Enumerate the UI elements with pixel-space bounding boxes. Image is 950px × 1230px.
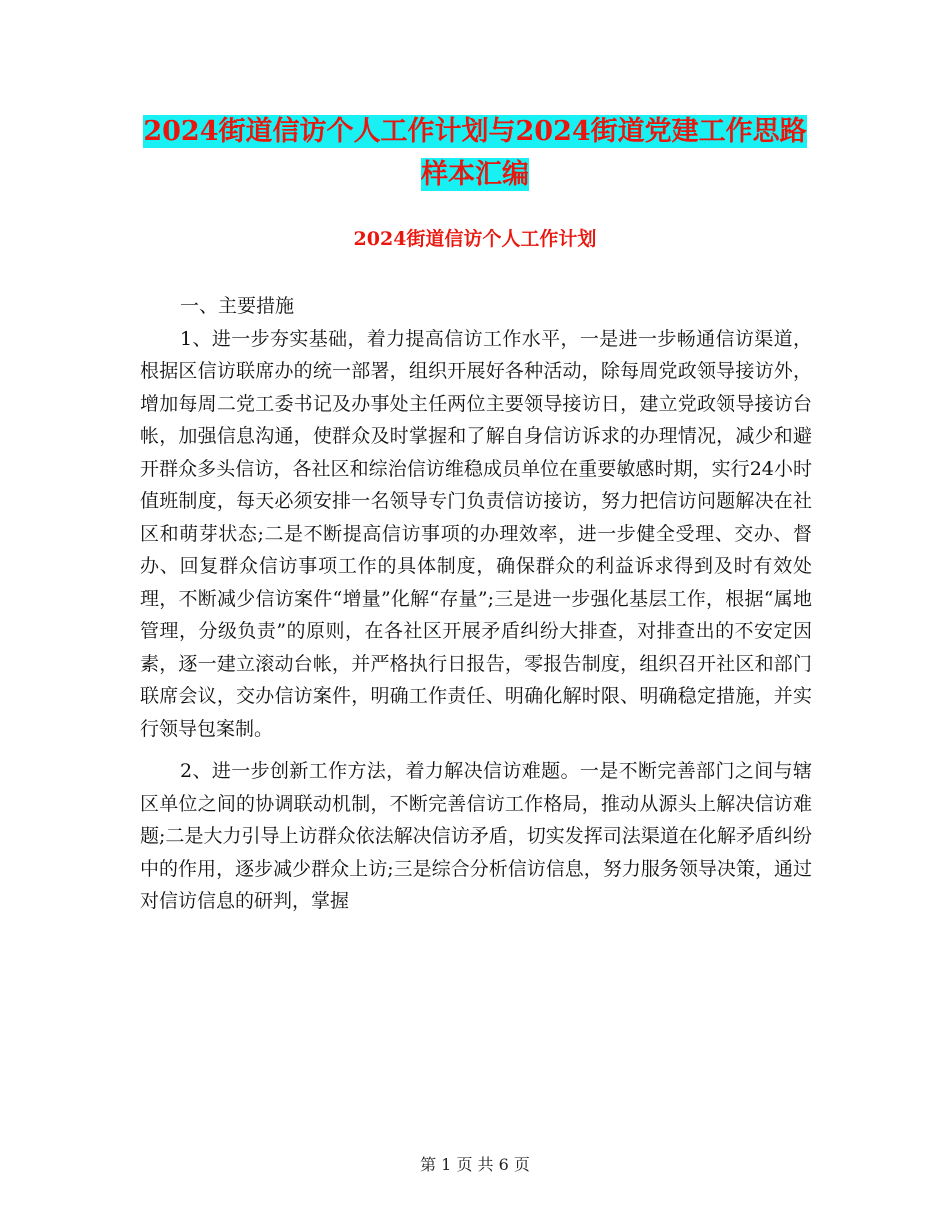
- document-title-text-2: 样本汇编: [421, 159, 529, 190]
- paragraph-1: 1、进一步夯实基础，着力提高信访工作水平，一是进一步畅通信访渠道，根据区信访联席办的统一部署，组织开展好各种活动，除每周党政领导接访外，增加每周二党工委书记及办事处主任两位主要领导接访日，建立党政领导接访台帐，加强信息沟通，使群众及时掌握和了解自身信访诉求的办理情况，减少和避开群众多头信访，各社区和综治信访维稳成员单位在重要敏感时期，实行24小时值班制度，每天必须安排一名领导专门负责信访接访，努力把信访问题解决在社区和萌芽状态;二是不断提高信访事项的办理效率，进一步健全受理、交办、督办、回复群众信访事项工作的具体制度，确保群众的利益诉求得到及时有效处理，不断减少信访案件“增量”化解“存量”;三是进一步强化基层工作，根据“属地管理，分级负责”的原则，在各社区开展矛盾纠纷大排查，对排查出的不安定因素，逐一建立滚动台帐，并严格执行日报告，零报告制度，组织召开社区和部门联席会议，交办信访案件，明确工作责任、明确化解时限、明确稳定措施，并实行领导包案制。: [140, 327, 812, 740]
- document-body: [140, 290, 812, 918]
- section-title: 2024街道信访个人工作计划: [353, 228, 597, 250]
- document-title-text-1: 2024街道信访个人工作计划与2024街道党建工作思路: [143, 116, 807, 147]
- paragraph-2: 2、进一步创新工作方法，着力解决信访难题。一是不断完善部门之间与辖区单位之间的协调联动机制，不断完善信访工作格局，推动从源头上解决信访难题;二是大力引导上访群众依法解决信访矛盾，切实发挥司法渠道在化解矛盾纠纷中的作用，逐步减少群众上访;三是综合分析信访信息，努力服务领导决策，通过对信访信息的研判，掌握: [140, 760, 812, 912]
- heading-main-measures: 一、主要措施: [180, 295, 295, 317]
- page-footer: 第 1 页 共 6 页: [420, 1155, 530, 1174]
- document-title-line-1: [140, 110, 810, 154]
- document-title-line-2: [140, 153, 810, 197]
